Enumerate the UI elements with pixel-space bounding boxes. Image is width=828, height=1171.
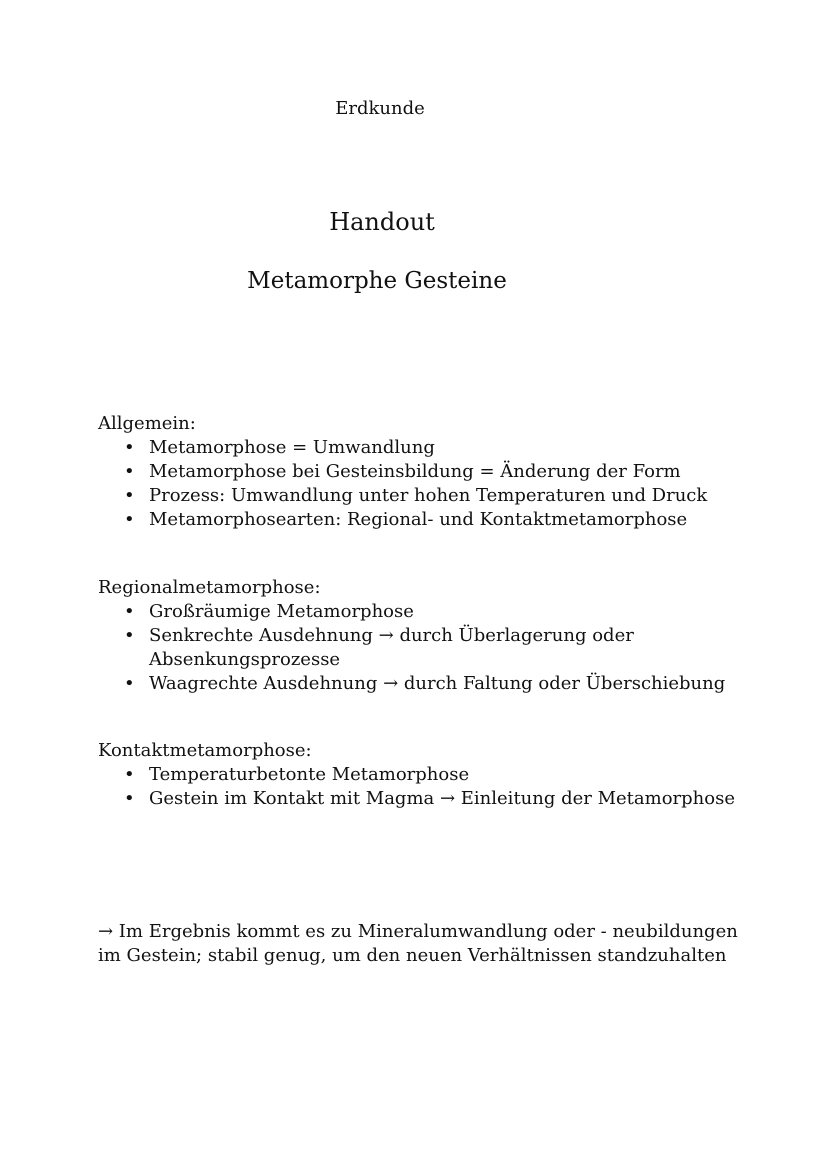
subject-label: Erdkunde (335, 98, 425, 119)
bullet-icon: • (124, 625, 135, 646)
list-item (98, 600, 738, 624)
list-item-text: Prozess: Umwandlung unter hohen Temperaturen und Druck (149, 485, 708, 506)
list-item (98, 763, 738, 787)
section-heading-allgemein: Allgemein: (98, 413, 196, 434)
document-subtitle: Metamorphe Gesteine (247, 268, 507, 294)
list-item (98, 672, 738, 696)
bullet-icon: • (124, 601, 135, 622)
list-item-text: Gestein im Kontakt mit Magma → Einleitung der Metamorphose (149, 788, 736, 809)
list-item-text: Metamorphose bei Gesteinsbildung = Änderung der Form (149, 461, 681, 482)
list-item-text: Metamorphosearten: Regional- und Kontaktmetamorphose (149, 509, 688, 530)
bullet-icon: • (124, 788, 135, 809)
document-title: Handout (329, 208, 435, 236)
section-heading-kontakt: Kontaktmetamorphose: (98, 740, 312, 761)
bullet-icon: • (124, 673, 135, 694)
list-item-text: Metamorphose = Umwandlung (149, 437, 435, 458)
list-item-text: Waagrechte Ausdehnung → durch Faltung oder Überschiebung (149, 673, 726, 694)
list-item (98, 624, 738, 672)
section-kontaktmetamorphose (98, 739, 738, 811)
list-item-text: Großräumige Metamorphose (149, 601, 414, 622)
bullet-icon: • (124, 461, 135, 482)
bullet-icon: • (124, 764, 135, 785)
list-item (98, 484, 738, 508)
bullet-list-allgemein (98, 436, 738, 532)
bullet-list-regional (98, 600, 738, 696)
list-item-text: Senkrechte Ausdehnung → durch Überlagerung oder Absenkungsprozesse (149, 625, 634, 670)
conclusion-text: → Im Ergebnis kommt es zu Mineralumwandlung oder - neubildungen im Gestein; stabil genug, um den neuen Verhältnissen standzuhalten (98, 921, 738, 966)
section-heading-regional: Regionalmetamorphose: (98, 577, 321, 598)
section-regionalmetamorphose (98, 576, 738, 696)
list-item (98, 436, 738, 460)
section-allgemein (98, 412, 738, 532)
list-item (98, 460, 738, 484)
bullet-icon: • (124, 509, 135, 530)
list-item-text: Temperaturbetonte Metamorphose (149, 764, 470, 785)
list-item (98, 787, 738, 811)
bullet-icon: • (124, 437, 135, 458)
bullet-icon: • (124, 485, 135, 506)
list-item (98, 508, 738, 532)
bullet-list-kontakt (98, 763, 738, 811)
